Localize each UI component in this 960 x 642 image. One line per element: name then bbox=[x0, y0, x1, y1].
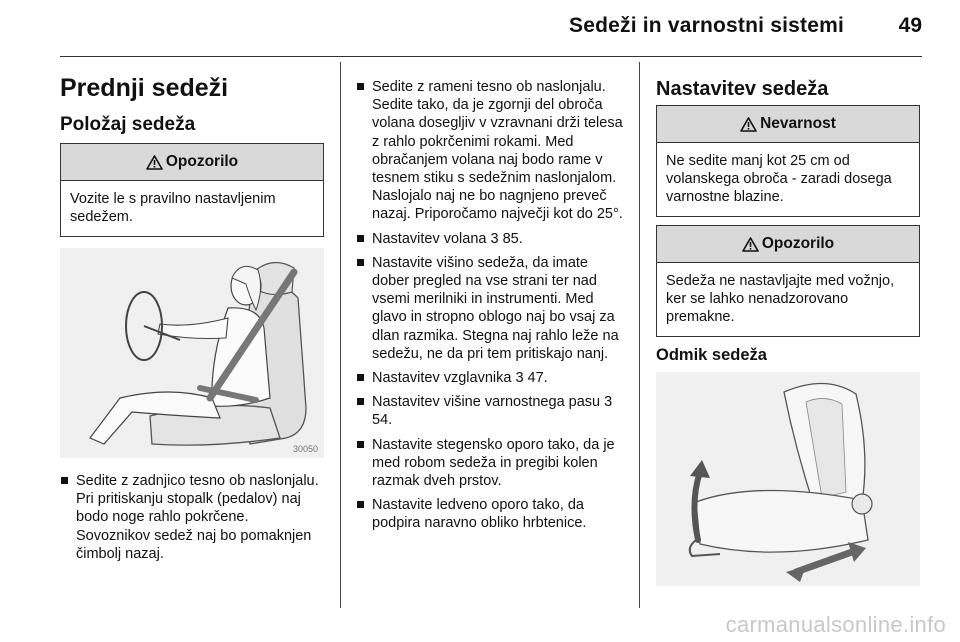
section-title: Prednji sedeži bbox=[60, 74, 229, 102]
warning-header bbox=[657, 226, 919, 263]
warning-heading: Opozorilo bbox=[165, 153, 239, 170]
header-rule bbox=[60, 56, 922, 57]
list-item: Nastavitev višine varnostnega pasu 3 54. bbox=[356, 393, 624, 429]
figure-number: 30050 bbox=[292, 444, 318, 454]
list-item: Nastavite višino sedeža, da imate dober pregled na vse strani ter nad vsemi merilniki in instrumenti. Med glavo in stropno oblogo naj bo vsaj za dlan razmika. Stegna naj rahlo leže na sedežu, ne da pri tem pritiskajo nanj. bbox=[356, 254, 624, 363]
warning-triangle-icon bbox=[742, 237, 759, 252]
warning-box bbox=[656, 225, 920, 337]
driver-seating-illustration bbox=[60, 248, 324, 458]
list-item: Nastavitev vzglavnika 3 47. bbox=[356, 369, 624, 387]
warning-text: Sedeža ne nastavljajte med vožnjo, ker se lahko nenadzorovano premakne. bbox=[666, 273, 895, 325]
list-item: Nastavitev volana 3 85. bbox=[356, 230, 624, 248]
warning-box bbox=[60, 143, 324, 237]
driver-seat-drawing bbox=[60, 248, 324, 458]
page-number: 49 bbox=[898, 14, 922, 37]
subsection-title: Položaj sedeža bbox=[60, 114, 196, 135]
chapter-title: Sedeži in varnostni sistemi bbox=[569, 14, 844, 37]
column-divider-2 bbox=[639, 62, 640, 608]
list-item: Sedite z rameni tesno ob naslonjalu. Sedite tako, da je zgornji del obroča volana dosegljiv v vzravnani drži telesa z rahlo pokrčenimi rokami. Med obračanjem volana naj bodo rame v tesnem stiku s sedežnim naslonjalom. Naslojalo naj ne bo nagnjeno preveč nazaj. Priporočamo največji kot do 25°. bbox=[356, 78, 624, 224]
page-header bbox=[0, 0, 960, 56]
section-title: Nastavitev sedeža bbox=[656, 78, 829, 100]
danger-heading: Nevarnost bbox=[760, 115, 836, 132]
seat-adjustment-illustration bbox=[656, 372, 920, 586]
middle-bullet-list bbox=[356, 78, 624, 539]
danger-text: Ne sedite manj kot 25 cm od volanskega obroča - zaradi dosega varnostne blazine. bbox=[666, 153, 892, 205]
seat-fore-aft-drawing bbox=[656, 372, 920, 586]
warning-triangle-icon bbox=[146, 155, 163, 170]
warning-triangle-icon bbox=[740, 117, 757, 132]
subsection-title: Odmik sedeža bbox=[656, 346, 767, 364]
left-bullet-list bbox=[60, 472, 324, 569]
warning-text: Vozite le s pravilno nastavljenim sedežem. bbox=[70, 191, 276, 225]
danger-header bbox=[657, 106, 919, 143]
column-divider-1 bbox=[340, 62, 341, 608]
danger-box bbox=[656, 105, 920, 217]
list-item: Nastavite ledveno oporo tako, da podpira naravno obliko hrbtenice. bbox=[356, 496, 624, 532]
warning-header bbox=[61, 144, 323, 181]
list-item: Sedite z zadnjico tesno ob naslonjalu. Pri pritiskanju stopalk (pedalov) naj bodo noge rahlo pokrčene. Sovoznikov sedež naj bo pomaknjen čimbolj nazaj. bbox=[60, 472, 324, 563]
watermark: carmanualsonline.info bbox=[725, 612, 946, 637]
list-item: Nastavite stegensko oporo tako, da je med robom sedeža in pregibi kolen razmak dveh prstov. bbox=[356, 436, 624, 491]
warning-heading: Opozorilo bbox=[761, 235, 835, 252]
